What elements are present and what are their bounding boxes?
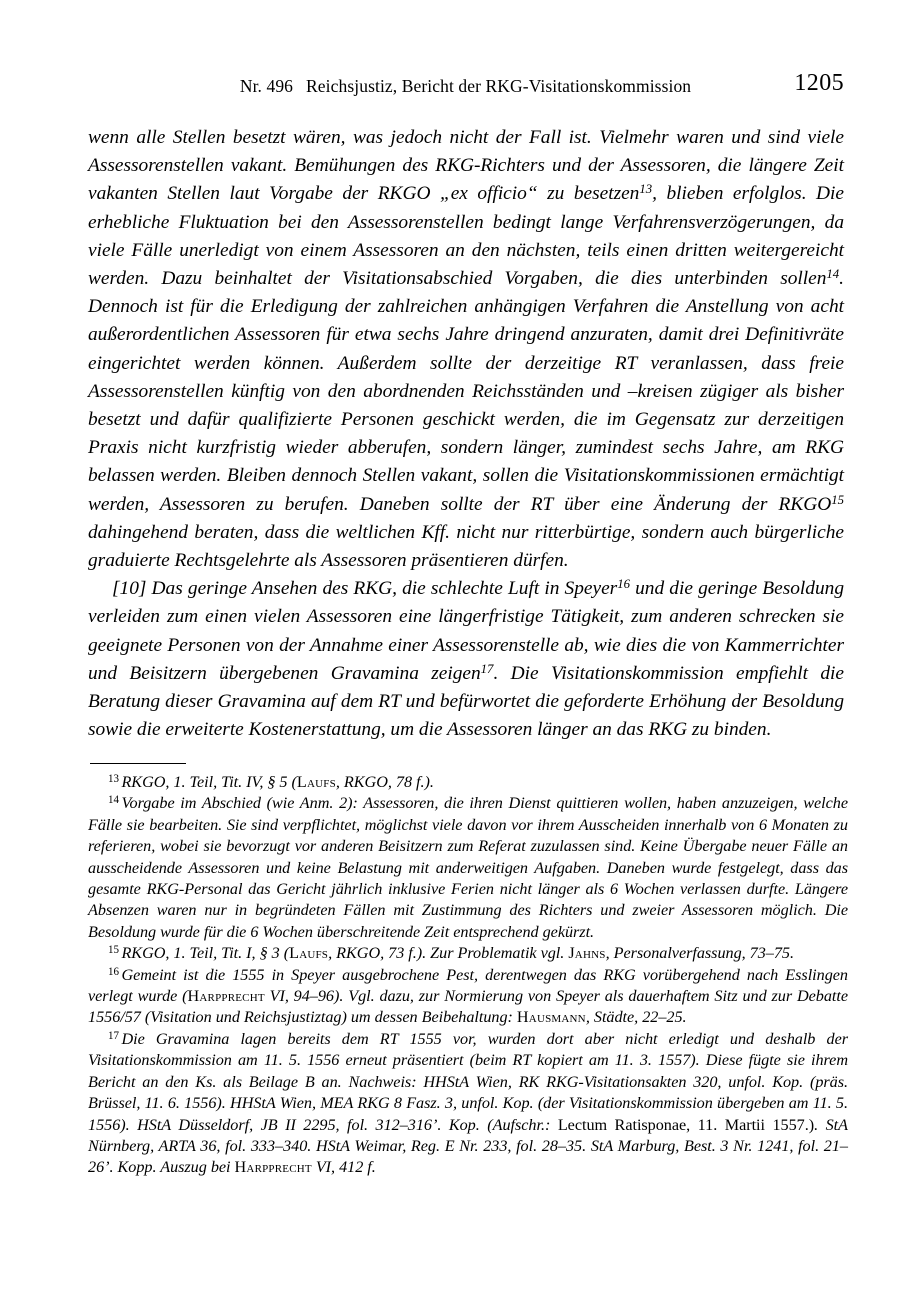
text-run: , Personalverfassung, 73–75. xyxy=(605,944,795,963)
text-run: . Dennoch ist für die Erledigung der zahlreichen anhängigen Verfahren die Anstellung von acht außerordentlichen Assessoren für etwa sechs Jahre dringend anzuraten, damit drei Definitivräte eingerichtet werden können. Außerdem sollte der derzeitige RT veranlassen, dass freie Assessorenstellen künftig von den abordnenden Reichsständen und –kreisen zügiger als bisher besetzt und dafür qualifizierte Personen geschickt werden, die im Gegensatz zur derzeitigen Praxis nicht kurzfristig wieder abberufen, sondern länger, zumindest sechs Jahre, am RKG belassen werden. Bleiben dennoch Stellen vakant, sollen die Visitationskommissionen ermächtigt werden, Assessoren zu berufen. Daneben sollte der RT über eine Änderung der RKGO xyxy=(88,268,844,515)
author-name-smallcaps: Laufs xyxy=(289,944,329,963)
text-run: und die geringe Besoldung verleiden zum einen vielen Assessoren eine längerfristige Tätigkeit, zum anderen schrecken sie geeignete Personen von der Annahme einer Assessorenstelle ab, wie dies die von Kammerrichter und Beisitzern übergebenen Gravamina zeigen xyxy=(88,578,844,684)
running-header xyxy=(88,76,843,104)
footnote-16 xyxy=(88,965,848,1029)
footnote-13 xyxy=(88,772,848,793)
footnote-reference-marker: 17 xyxy=(480,661,494,676)
text-run: Vorgabe im Abschied (wie Anm. 2): Assessoren, die ihren Dienst quittieren wollen, haben anzuzeigen, welche Fälle sie bearbeiten. Sie sind verpflichtet, möglichst viele davon vor ihrem Ausscheiden innerhalb von 6 Monaten zu referieren, wobei sie bevorzugt vor anderen Beisitzern zum Referat zuzulassen sind. Keine Übergabe neuer Fälle an ausscheidende Assessoren und keine Belastung mit anderweitigen Aufgaben. Daneben wurde festgelegt, dass das gesamte RKG-Personal das Gericht jährlich inklusive Ferien nicht länger als 6 Wochen verlassen durfte. Längere Absenzen waren nur in begründeten Fällen mit Zustimmung des Richters und zweier Assessoren möglich. Die Besoldung wurde für die 6 Wochen überschreitende Zeit entsprechend gekürzt. xyxy=(88,794,848,941)
footnote-column xyxy=(88,772,848,1179)
text-run: wenn alle Stellen besetzt wären, was jedoch nicht der Fall ist. Vielmehr waren und sind viele Assessorenstellen vakant. Bemühungen des RKG-Richters und der Assessoren, die längere Zeit vakanten Stellen laut Vorgabe der RKGO „ex officio“ zu besetzen xyxy=(88,127,844,205)
text-run: , RKGO, 73 f.). Zur Problematik vgl. xyxy=(328,944,569,963)
text-run: [10] Das geringe Ansehen des RKG, die schlechte Luft in Speyer xyxy=(112,578,618,600)
header-entry-number: Nr. 496 xyxy=(239,76,294,96)
footnote-number: 17 xyxy=(108,1029,119,1042)
footnote-14 xyxy=(88,793,848,943)
page-number: 1205 xyxy=(794,70,844,96)
footnote-number: 16 xyxy=(108,965,119,978)
para-continuation xyxy=(88,124,844,575)
author-name-smallcaps: Hausmann xyxy=(516,1008,586,1027)
author-name-smallcaps: Harpprecht xyxy=(187,987,265,1006)
header-entry-title: Reichsjustiz, Bericht der RKG-Visitationskommission xyxy=(306,76,692,96)
footnote-number: 14 xyxy=(108,794,119,807)
text-run: VI, 412 f. xyxy=(311,1158,376,1177)
text-run: , blieben erfolglos. Die erhebliche Fluktuation bei den Assessorenstellen bedingt lange Verfahrensverzögerungen, da viele Fälle unerledigt von einem Assessoren an den nächsten, teils einen dritten weitergereicht werden. Dazu beinhaltet der Visitationsabschied Vorgaben, die dies unterbinden sollen xyxy=(88,183,844,290)
text-run: . StA Nürnberg, ARTA 36, fol. 333–340. HStA Weimar, Reg. E Nr. 233, fol. 28–35. StA Marburg, Best. 3 Nr. 1241, fol. 21–26’. Kopp. Auszug bei xyxy=(88,1115,848,1177)
running-header-inner xyxy=(240,76,691,97)
footnote-17 xyxy=(88,1029,848,1179)
author-name-smallcaps: Jahns xyxy=(568,944,606,963)
text-run: Gemeint ist die 1555 in Speyer ausgebrochene Pest, derentwegen das RKG vorübergehend nach Esslingen verlegt wurde ( xyxy=(88,965,848,1006)
main-text-column xyxy=(88,124,844,744)
text-run: Die Gravamina lagen bereits dem RT 1555 vor, wurden dort aber nicht erledigt und deshalb der Visitationskommission am 11. 5. 1556 erneut präsentiert (beim RT kopiert am 11. 3. 1557). Diese fügte sie ihrem Bericht an den Ks. als Beilage B an. Nachweis: HHStA Wien, RK RKG-Visitationsakten 320, unfol. Kop. (präs. Brüssel, 11. 6. 1556). HHStA Wien, MEA RKG 8 Fasz. 3, unfol. Kop. (der Visitationskommission übergeben am 11. 5. 1556). HStA Düsseldorf, JB II 2295, fol. 312–316’. Kop. (Aufschr.: xyxy=(88,1029,848,1134)
author-name-smallcaps: Laufs xyxy=(296,773,336,791)
footnote-reference-marker: 15 xyxy=(831,492,844,507)
footnote-reference-marker: 13 xyxy=(639,182,653,197)
text-run: , RKGO, 78 f.). xyxy=(335,773,434,791)
footnote-number: 13 xyxy=(108,772,119,785)
text-run: RKGO, 1. Teil, Tit. I, § 3 ( xyxy=(121,944,290,963)
footnote-15 xyxy=(88,943,848,964)
para-10 xyxy=(88,575,844,744)
text-run: , Städte, 22–25. xyxy=(585,1008,687,1027)
quoted-archival-note: Lectum Ratisponae, 11. Martii 1557.) xyxy=(557,1115,815,1134)
author-name-smallcaps: Harpprecht xyxy=(234,1158,312,1177)
text-run: RKGO, 1. Teil, Tit. IV, § 5 ( xyxy=(121,773,297,791)
text-run: dahingehend beraten, dass die weltlichen Kff. nicht nur ritterbürtige, sondern auch bürgerliche graduierte Rechtsgelehrte als Assessoren präsentieren dürfen. xyxy=(88,521,844,572)
footnote-reference-marker: 16 xyxy=(617,577,630,592)
text-run: VI, 94–96). Vgl. dazu, zur Normierung von Speyer als dauerhaftem Sitz und zur Debatte 1556/57 (Visitation und Reichsjustiztag) um dessen Beibehaltung: xyxy=(88,987,848,1027)
footnote-reference-marker: 14 xyxy=(826,266,840,281)
footnote-number: 15 xyxy=(108,944,119,957)
text-run: . Die Visitationskommission empfiehlt die Beratung dieser Gravamina auf dem RT und befürwortet die geforderte Erhöhung der Besoldung sowie die erweiterte Kostenerstattung, um die Assessoren länger an das RKG zu binden. xyxy=(88,662,844,741)
footnote-separator-rule xyxy=(90,763,186,764)
